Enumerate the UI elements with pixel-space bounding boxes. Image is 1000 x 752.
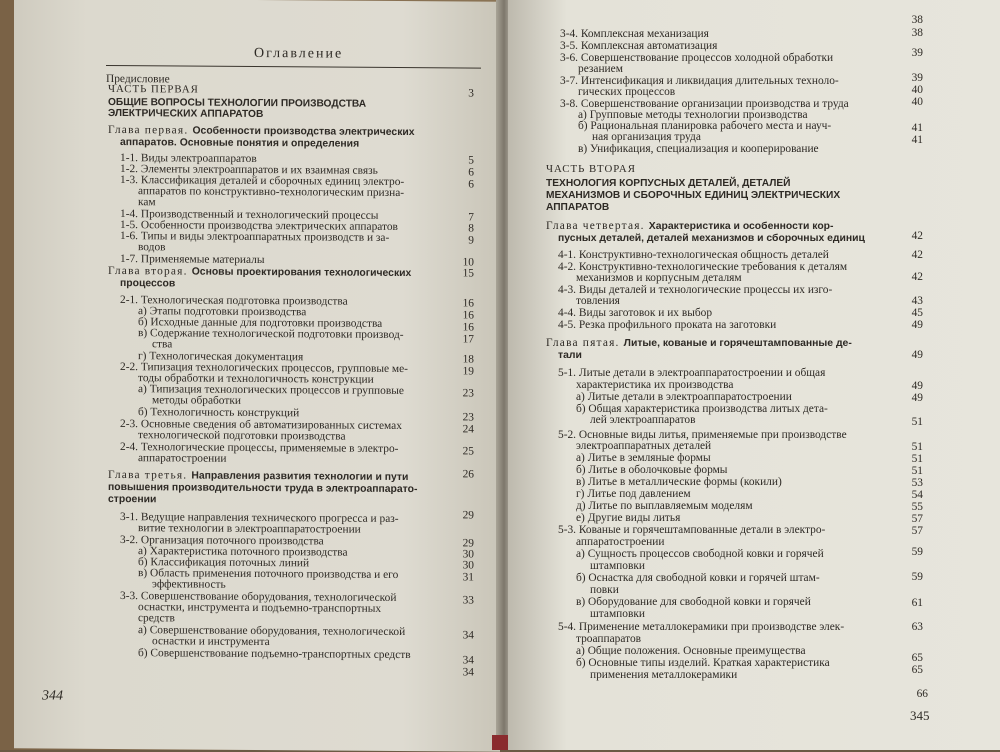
entry-text: методы обработки — [152, 394, 241, 407]
page-ref: 41 — [911, 134, 923, 146]
page-ref: 40 — [911, 84, 923, 96]
entry-text: 1-3. Классификация деталей и сборочных единиц электро- — [120, 174, 405, 189]
entry-text: 2-3. Основные сведения об автоматизированных системах — [120, 418, 402, 433]
page-ref: 23 — [462, 387, 474, 400]
entry-text: г) Технологическая документация — [138, 350, 304, 364]
entry-text: ЧАСТЬ ВТОРАЯ — [546, 163, 636, 175]
entry-text: технологической подготовки производства — [138, 429, 346, 443]
entry-text: а) Литые детали в электроаппаратостроении — [576, 391, 792, 403]
chapter-name: процессов — [120, 278, 176, 290]
page-ref: 34 — [462, 666, 474, 679]
toc-entry — [576, 645, 806, 657]
page-ref: 51 — [911, 465, 923, 477]
page-ref: 9 — [468, 234, 474, 247]
entry-text: а) Этапы подготовки производства — [138, 305, 307, 319]
entry-text: 5-1. Литые детали в электроаппаратостроении и общая — [558, 367, 826, 379]
entry-text: б) Рациональная планировка рабочего места и науч- — [578, 120, 832, 132]
entry-text: водов — [138, 241, 166, 254]
page-ref: 5 — [468, 154, 474, 167]
page-ref: 49 — [911, 349, 923, 361]
page-ref: 26 — [462, 468, 474, 481]
entry-text: Глава вторая. — [108, 264, 192, 278]
entry-text: средств — [138, 612, 175, 625]
page-ref: 16 — [462, 297, 474, 310]
entry-text: кам — [138, 196, 156, 209]
toc-entry — [152, 635, 270, 648]
entry-text: Глава третья. — [108, 468, 192, 482]
chapter-name: Литые, кованые и горячештампованные де- — [623, 338, 852, 349]
toc-entry — [578, 63, 623, 75]
part-label — [108, 83, 199, 96]
entry-text: оснастки, инструмента и подъемно-транспортных — [138, 601, 382, 615]
page-ref: 54 — [911, 489, 923, 501]
entry-text: б) Исходные данные для подготовки производства — [138, 316, 383, 330]
entry-text: резанием — [578, 63, 623, 75]
chapter-name: Направления развития технологии и пути — [191, 470, 409, 484]
toc-entry — [578, 143, 819, 155]
toc-entry — [576, 476, 782, 488]
page-ref: 59 — [911, 546, 923, 558]
entry-text: б) Общая характеристика производства литых дета- — [576, 403, 828, 415]
toc-entry — [138, 196, 156, 208]
entry-text: в) Оборудование для свободной ковки и горячей — [576, 596, 811, 608]
toc-entry — [590, 560, 645, 572]
entry-text: 2-4. Технологические процессы, применяемые в электро- — [120, 441, 399, 455]
page-ref: 17 — [462, 333, 474, 346]
toc-entry — [558, 307, 712, 319]
page-ref: 34 — [462, 629, 474, 642]
entry-text: товления — [576, 295, 620, 307]
entry-text: оснастки и инструмента — [152, 635, 270, 649]
page-ref: 61 — [911, 597, 923, 609]
entry-text: Глава пятая. — [546, 337, 624, 349]
entry-text: б) Классификация поточных линий — [138, 556, 310, 570]
entry-text: е) Другие виды литья — [576, 512, 681, 524]
entry-text: ная организация труда — [592, 131, 701, 143]
page-ref: 66 — [916, 688, 928, 700]
page-ref: 29 — [462, 537, 474, 550]
toc-entry — [138, 647, 411, 661]
entry-text: а) Литье в земляные формы — [576, 452, 711, 464]
toc-entry — [138, 612, 175, 624]
entry-text: б) Технологичность конструкций — [138, 406, 300, 420]
entry-text: а) Сущность процессов свободной ковки и горячей — [576, 548, 824, 560]
part-label — [546, 163, 636, 175]
part-title — [546, 178, 791, 190]
entry-text: б) Оснастка для свободной ковки и горячей штам- — [576, 572, 820, 584]
toc-entry — [558, 249, 829, 261]
toc-entry — [138, 327, 404, 341]
page-ref: 30 — [462, 559, 474, 572]
entry-text: 1-7. Применяемые материалы — [120, 253, 265, 267]
entry-text: а) Общие положения. Основные преимущества — [576, 645, 806, 657]
page-ref: 45 — [911, 307, 923, 319]
chapter-name: тали — [558, 350, 582, 361]
page-ref: 51 — [911, 416, 923, 428]
part-title — [546, 202, 609, 214]
chapter-title — [558, 349, 582, 362]
entry-text: б) Совершенствование подъемно-транспортных средств — [138, 647, 411, 662]
page-ref: 53 — [911, 477, 923, 489]
toc-entry — [558, 319, 776, 331]
page-ref: 42 — [911, 271, 923, 283]
page-ref: 49 — [911, 380, 923, 392]
toc-entry — [152, 394, 241, 407]
entry-text: применения металлокерамики — [590, 669, 738, 681]
heading-rule — [106, 65, 481, 69]
left-page — [14, 0, 500, 752]
chapter-title — [120, 136, 359, 151]
entry-text: штамповки — [590, 608, 645, 620]
entry-text: 3-4. Комплексная механизация — [560, 28, 709, 40]
page-ref: 49 — [911, 319, 923, 331]
toc-entry — [138, 185, 404, 199]
entry-text: штамповки — [590, 560, 645, 572]
entry-text: АППАРАТОВ — [546, 202, 610, 213]
entry-text: 3-2. Организация поточного производства — [120, 534, 324, 548]
entry-text: 4-2. Конструктивно-технологические требования к деталям — [558, 261, 848, 273]
entry-text: аппаратостроении — [138, 452, 227, 465]
page-ref: 39 — [911, 72, 923, 84]
entry-text: тоды обработки и технологичность конструкции — [138, 372, 374, 386]
entry-text: 1-5. Особенности производства электрических аппаратов — [120, 219, 398, 233]
right-page — [508, 0, 1000, 750]
entry-text: троаппаратов — [576, 633, 642, 645]
page-ref: 31 — [462, 571, 474, 584]
part-title — [108, 108, 263, 121]
entry-text: 1-2. Элементы электроаппаратов и их взаимная связь — [120, 163, 378, 177]
page-ref: 23 — [462, 411, 474, 424]
chapter-name: аппаратов. Основные понятия и определения — [120, 137, 360, 150]
page-ref: 57 — [911, 525, 923, 537]
toc-entry — [576, 391, 792, 403]
page-ref: 10 — [462, 256, 474, 269]
page-ref: 59 — [911, 571, 923, 583]
entry-text: 4-4. Виды заготовок и их выбор — [558, 307, 713, 319]
page-ref: 63 — [911, 621, 923, 633]
toc-entry — [558, 524, 825, 536]
entry-text: 3-5. Комплексная автоматизация — [560, 40, 718, 52]
page-ref: 6 — [468, 166, 474, 179]
page-ref: 30 — [462, 548, 474, 561]
toc-entry — [576, 572, 820, 584]
entry-text: 2-1. Технологическая подготовка производства — [120, 294, 348, 308]
entry-text: 4-5. Резка профильного проката на заготовки — [558, 319, 777, 331]
entry-text: Предисловие — [106, 72, 170, 86]
entry-text: Глава четвертая. — [546, 220, 649, 232]
page-ref: 38 — [911, 14, 923, 26]
entry-text: характеристика их производства — [576, 379, 734, 391]
entry-text: а) Совершенствование оборудования, технологической — [138, 624, 406, 639]
page-ref: 3 — [468, 87, 474, 100]
page-ref: 51 — [911, 453, 923, 465]
page-ref: 15 — [462, 267, 474, 280]
toc-entry — [576, 295, 620, 307]
entry-text: повки — [590, 584, 619, 596]
page-number-left: 344 — [42, 688, 63, 704]
page-ref: 65 — [911, 652, 923, 664]
entry-text: Глава первая. — [108, 123, 193, 137]
toc-entry — [576, 500, 753, 512]
entry-text: г) Литье под давлением — [576, 488, 691, 500]
entry-text: 4-1. Конструктивно-технологическая общность деталей — [558, 249, 829, 261]
page-ref: 19 — [462, 365, 474, 378]
entry-text: гических процессов — [578, 86, 676, 98]
page-ref: 57 — [911, 513, 923, 525]
toc-entry — [576, 440, 711, 452]
entry-text: 5-2. Основные виды литья, применяемые при производстве — [558, 429, 847, 441]
page-ref: 51 — [911, 441, 923, 453]
toc-entry — [138, 241, 166, 253]
chapter-title — [120, 277, 175, 290]
entry-text: 1-1. Виды электроаппаратов — [120, 152, 257, 165]
page-ref: 16 — [462, 321, 474, 334]
toc-entry — [576, 536, 664, 548]
entry-text: в) Литье в металлические формы (кокили) — [576, 476, 782, 488]
page-ref: 39 — [911, 47, 923, 59]
toc-entry — [592, 131, 701, 143]
entry-text: лей электроаппаратов — [590, 414, 696, 426]
chapter-title — [108, 493, 156, 506]
page-ref: 7 — [468, 211, 474, 224]
entry-text: а) Характеристика поточного производства — [138, 545, 348, 559]
page-ref: 38 — [911, 27, 923, 39]
page-ref: 25 — [462, 445, 474, 458]
page-ref: 40 — [911, 96, 923, 108]
toc-entry — [152, 578, 226, 591]
entry-text: витие технологии в электроаппаратостроении — [138, 522, 361, 536]
entry-text: ОБЩИЕ ВОПРОСЫ ТЕХНОЛОГИИ ПРОИЗВОДСТВА — [108, 96, 367, 110]
page-ref: 24 — [462, 423, 474, 436]
entry-text: ЧАСТЬ ПЕРВАЯ — [108, 82, 199, 96]
toc-entry — [576, 657, 830, 669]
toc-entry — [152, 338, 172, 350]
page-ref: 65 — [911, 664, 923, 676]
entry-text: в) Содержание технологической подготовки производ- — [138, 327, 404, 342]
toc-entry — [576, 596, 811, 608]
toc-entry — [560, 40, 717, 52]
toc-entry — [560, 28, 709, 40]
page-ref: 43 — [911, 295, 923, 307]
toc-entry — [576, 512, 680, 524]
toc-entry — [576, 464, 727, 476]
chapter-name: пусных деталей, деталей механизмов и сборочных единиц — [558, 233, 865, 244]
toc-entry — [576, 633, 641, 645]
entry-text: 5-4. Применение металлокерамики при производстве элек- — [558, 621, 845, 633]
entry-text: 3-7. Интенсификация и ликвидация длительных техноло- — [560, 75, 839, 87]
entry-text: 1-6. Типы и виды электроаппаратных производств и за- — [120, 230, 390, 244]
entry-text: б) Литье в оболочковые формы — [576, 464, 728, 476]
page-ref: 49 — [911, 392, 923, 404]
toc-entry — [138, 406, 299, 419]
toc-entry — [558, 367, 825, 379]
page-ref: 8 — [468, 222, 474, 235]
toc-entry — [590, 584, 619, 596]
page-ref: 16 — [462, 309, 474, 322]
toc-entry — [590, 608, 645, 620]
page-ref: 41 — [911, 122, 923, 134]
entry-text: механизмов и корпусным деталям — [576, 272, 742, 284]
chapter-name: Особенности производства электрических — [192, 125, 415, 139]
toc-heading: Оглавление — [254, 45, 344, 62]
page-ref: 6 — [468, 178, 474, 191]
entry-text: в) Область применения поточного производства и его — [138, 567, 399, 581]
entry-text: б) Основные типы изделий. Краткая характеристика — [576, 657, 830, 669]
page-ref: 34 — [462, 654, 474, 667]
chapter-name: Характеристика и особенности кор- — [648, 221, 834, 232]
chapter-name: Основы проектирования технологических — [191, 266, 412, 280]
part-title — [546, 190, 840, 202]
entry-text: эффективность — [152, 578, 226, 591]
chapter-title — [546, 337, 852, 350]
chapter-name: строении — [108, 493, 157, 506]
toc-entry — [558, 621, 844, 633]
entry-text: 5-3. Кованые и горячештампованные детали в электро- — [558, 524, 826, 536]
page-ref: 55 — [911, 501, 923, 513]
page-ref: 42 — [911, 249, 923, 261]
entry-text: аппаратостроении — [576, 536, 665, 548]
toc-entry — [576, 488, 691, 500]
toc-entry — [576, 452, 711, 464]
toc-entry — [120, 253, 265, 266]
entry-text: ЭЛЕКТРИЧЕСКИХ АППАРАТОВ — [108, 107, 264, 121]
page-ref: 33 — [462, 594, 474, 607]
entry-text: 4-3. Виды деталей и технологические процессы их изго- — [558, 284, 833, 296]
page-ref: 42 — [911, 230, 923, 242]
page-ref: 29 — [462, 509, 474, 522]
entry-text: аппаратов по конструктивно-технологическим призна- — [138, 185, 405, 200]
page-ref: 18 — [462, 353, 474, 366]
toc-entry — [138, 452, 226, 465]
entry-text: а) Типизация технологических процессов и групповые — [138, 383, 404, 398]
entry-text: ТЕХНОЛОГИЯ КОРПУСНЫХ ДЕТАЛЕЙ, ДЕТАЛЕЙ — [546, 178, 791, 189]
toc-entry — [576, 379, 733, 391]
toc-entry — [578, 86, 675, 98]
entry-text: ства — [152, 338, 173, 351]
toc-entry — [590, 414, 696, 426]
entry-text: 3-6. Совершенствование процессов холодной обработки — [560, 52, 834, 64]
entry-text: в) Унификация, специализация и кооперирование — [578, 143, 819, 155]
entry-text: 3-3. Совершенствование оборудования, технологической — [120, 590, 397, 604]
toc-entry — [576, 272, 742, 284]
entry-text: электроаппаратных деталей — [576, 440, 712, 452]
entry-text: МЕХАНИЗМОВ И СБОРОЧНЫХ ЕДИНИЦ ЭЛЕКТРИЧЕСКИХ — [546, 190, 841, 201]
chapter-name: повышения производительности труда в электроаппарато- — [108, 481, 418, 496]
entry-text: а) Групповые методы технологии производства — [578, 109, 808, 121]
entry-text: д) Литье по выплавляемым моделям — [576, 500, 753, 512]
chapter-title — [558, 232, 865, 245]
entry-text: 1-4. Производственный и технологический процессы — [120, 208, 379, 222]
entry-text: 3-8. Совершенствование организации производства и труда — [560, 98, 849, 110]
toc-entry — [576, 548, 824, 560]
toc-entry — [590, 669, 737, 681]
entry-text: 2-2. Типизация технологических процессов, групповые ме- — [120, 361, 408, 376]
entry-text: 3-1. Ведущие направления технического прогресса и раз- — [120, 511, 399, 525]
page-number-right: 345 — [910, 708, 930, 723]
